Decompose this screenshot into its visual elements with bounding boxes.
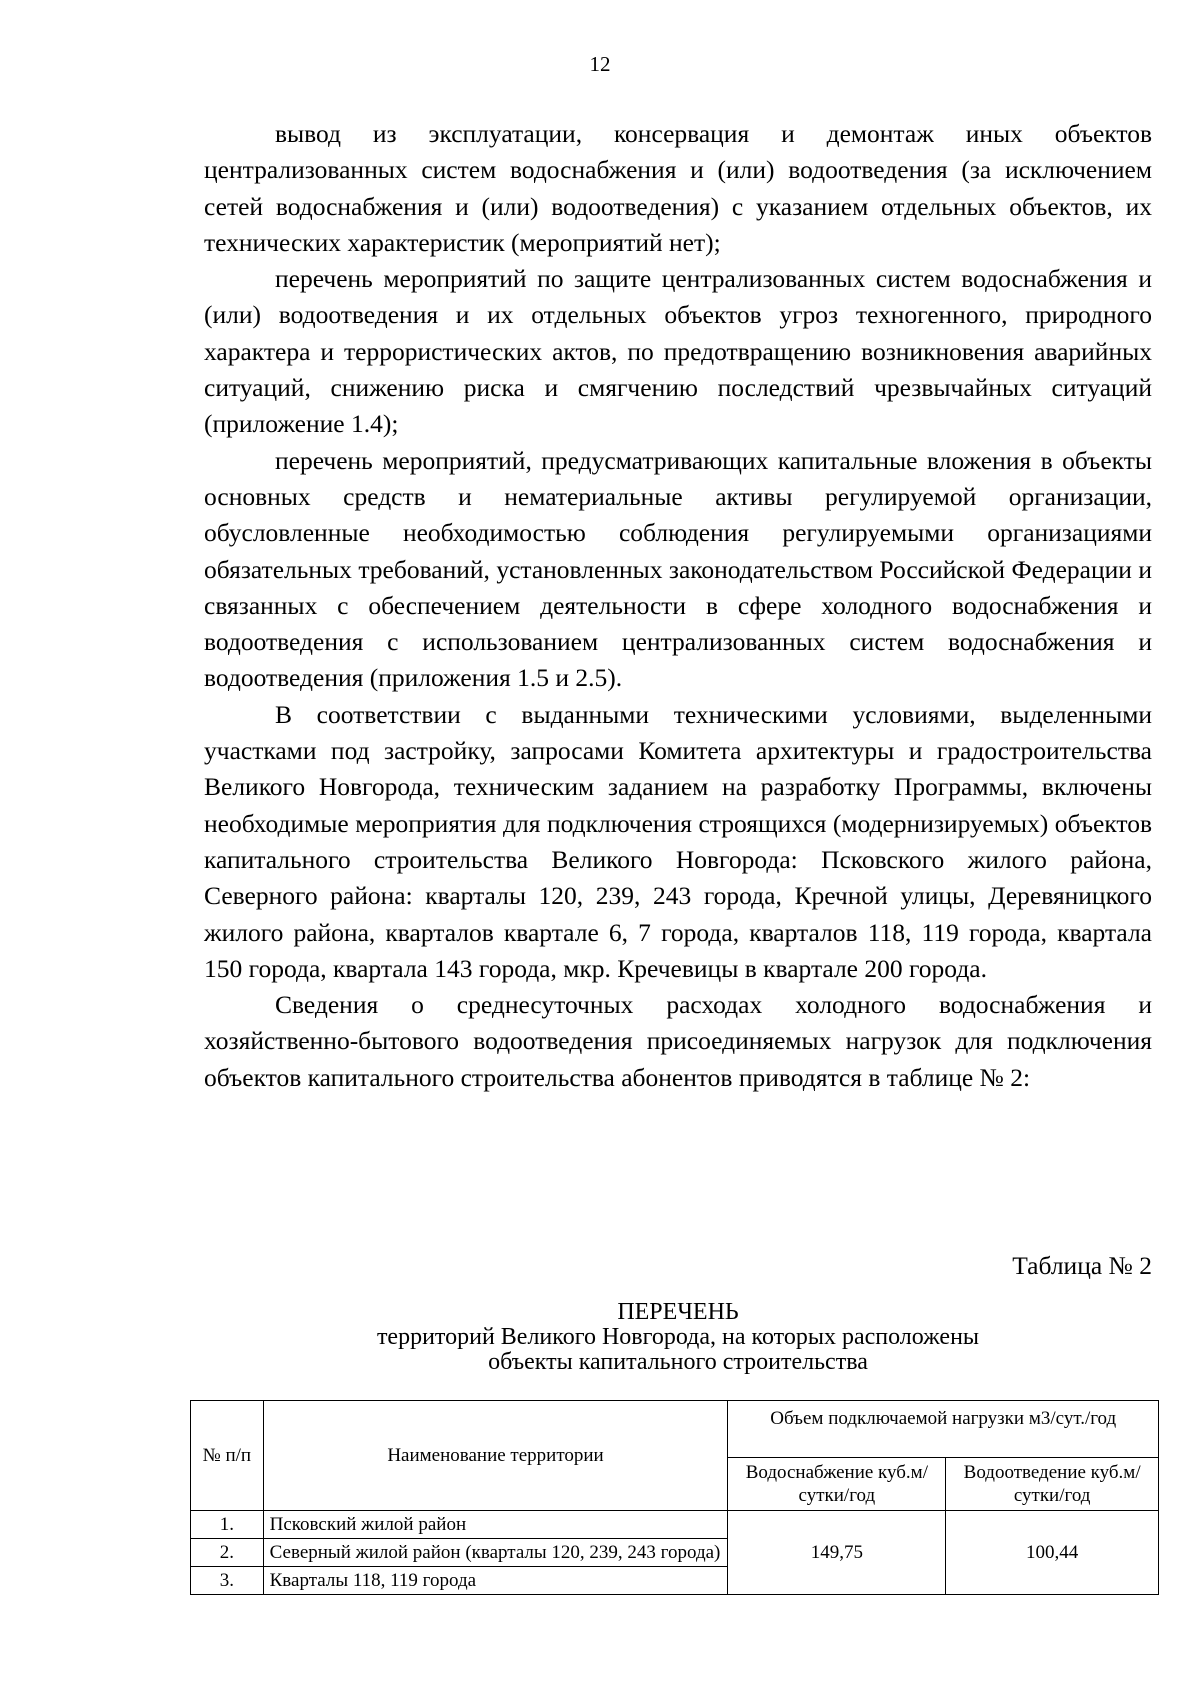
value-water-disposal: 100,44 <box>946 1511 1159 1595</box>
row-num: 2. <box>191 1539 264 1567</box>
header-num: № п/п <box>191 1401 264 1511</box>
header-water-disposal: Водоотведение куб.м/сутки/год <box>946 1458 1159 1511</box>
paragraph-protection-measures: перечень мероприятий по защите централизованных систем водоснабжения и (или) водоотведения и их отдельных объектов угроз техногенного, природного характера и террористических актов, по предотвращению возникновения аварийных ситуаций, снижению риска и смягчению последствий чрезвычайных ситуаций (приложение 1.4); <box>204 264 1152 439</box>
list-heading-title: ПЕРЕЧЕНЬ <box>617 1299 739 1325</box>
paragraph-connection-measures: В соответствии с выданными техническими условиями, выделенными участками под застройку, запросами Комитета архитектуры и градостроительства Великого Новгорода, техническим заданием на разработку Программы, включены необходимые мероприятия для подключения строящихся (модернизируемых) объектов капитального строительства Великого Новгорода: Псковского жилого района, Северного района: кварталы 120, 239, 243 города, Кречной улицы, Деревяницкого жилого района, кварталов квартале 6, 7 города, кварталов 118, 119 города, квартала 150 города, квартала 143 города, мкр. Кречевицы в квартале 200 города. <box>204 699 1152 983</box>
body-text <box>204 116 1152 1096</box>
header-load-volume: Объем подключаемой нагрузки м3/сут./год <box>728 1401 1159 1458</box>
table-row <box>191 1511 1159 1539</box>
paragraph-capital-investment: перечень мероприятий, предусматривающих капитальные вложения в объекты основных средств и нематериальные активы регулируемой организации, обусловленные необходимостью соблюдения регулируемыми организациями обязательных требований, установленных законодательством Российской Федерации и связанных с обеспечением деятельности в сфере холодного водоснабжения и водоотведения с использованием централизованных систем водоснабжения и водоотведения (приложения 1.5 и 2.5). <box>204 445 1152 693</box>
header-water-supply: Водоснабжение куб.м/сутки/год <box>728 1458 946 1511</box>
list-heading-subtitle-2: объекты капитального строительства <box>488 1349 868 1375</box>
paragraph-consumption-info: Сведения о среднесуточных расходах холодного водоснабжения и хозяйственно-бытового водоотведения присоединяемых нагрузок для подключения объектов капитального строительства абонентов приводятся в таблице № 2: <box>204 990 1152 1092</box>
row-num: 1. <box>191 1511 264 1539</box>
list-heading-subtitle-1: территорий Великого Новгорода, на которых расположены <box>376 1324 980 1350</box>
table-header-row <box>191 1401 1159 1458</box>
row-territory-name: Северный жилой район (кварталы 120, 239, 243 города) <box>263 1539 728 1567</box>
page-number: 12 <box>589 52 611 76</box>
row-territory-name: Псковский жилой район <box>263 1511 728 1539</box>
header-territory-name: Наименование территории <box>263 1401 728 1511</box>
table-caption: Таблица № 2 <box>1012 1251 1152 1280</box>
value-water-supply: 149,75 <box>728 1511 946 1595</box>
row-num: 3. <box>191 1567 264 1595</box>
paragraph-decommissioning: вывод из эксплуатации, консервация и демонтаж иных объектов централизованных систем водоснабжения и (или) водоотведения (за исключением сетей водоснабжения и (или) водоотведения) с указанием отдельных объектов, их технических характеристик (мероприятий нет); <box>204 119 1152 257</box>
list-heading <box>204 1300 1152 1375</box>
row-territory-name: Кварталы 118, 119 города <box>263 1567 728 1595</box>
territories-table <box>190 1400 1159 1595</box>
